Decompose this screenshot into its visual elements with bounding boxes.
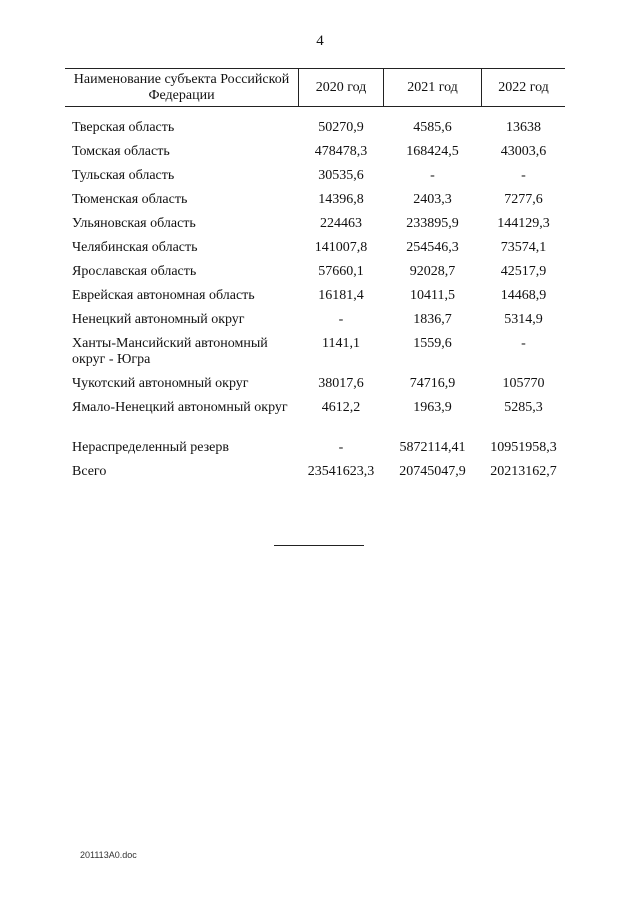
subject-name: Ямало-Ненецкий автономный округ	[72, 400, 288, 415]
table-row	[65, 120, 565, 144]
subject-name: Чукотский автономный округ	[72, 376, 249, 391]
subject-name: Еврейская автономная область	[72, 288, 255, 303]
table-row	[65, 376, 565, 400]
value-2021: 1963,9	[413, 400, 452, 415]
table-row	[65, 216, 565, 240]
value-2022: 5314,9	[504, 312, 543, 327]
value-2022: 42517,9	[500, 264, 547, 279]
end-of-table-rule	[274, 545, 364, 546]
page-number: 4	[316, 33, 324, 49]
value-2021: 168424,5	[406, 144, 459, 159]
subject-name: Тульская область	[72, 168, 175, 183]
subject-name: Тюменская область	[72, 192, 188, 207]
value-2020: 141007,8	[314, 240, 368, 255]
value-2021: 74716,9	[409, 376, 456, 391]
value-2021: 233895,9	[406, 216, 459, 231]
value-2021: 4585,6	[413, 120, 452, 135]
value-2020: 23541623,3	[307, 464, 375, 479]
value-2020: 1141,1	[322, 336, 360, 351]
table-row	[65, 312, 565, 336]
value-2020: 478478,3	[314, 144, 368, 159]
header-2020: 2020 год	[315, 79, 367, 95]
table-row	[65, 240, 565, 264]
table-row	[65, 168, 565, 192]
subject-name: Всего	[72, 464, 107, 479]
value-2022: 144129,3	[497, 216, 550, 231]
subject-name: Челябинская область	[72, 240, 198, 255]
value-2022: 20213162,7	[490, 464, 557, 479]
subject-name: Ненецкий автономный округ	[72, 312, 245, 327]
table-row	[65, 440, 565, 464]
header-2021: 2021 год	[407, 79, 458, 95]
value-2022: 43003,6	[500, 144, 547, 159]
table-row	[65, 192, 565, 216]
value-2021: 1559,6	[413, 336, 452, 351]
table-row-total	[65, 464, 565, 488]
value-2021: 2403,3	[413, 192, 452, 207]
value-2021: 5872114,41	[399, 440, 466, 455]
subject-name: Нераспределенный резерв	[72, 440, 229, 455]
value-2020: 30535,6	[318, 168, 364, 183]
value-2021: 1836,7	[413, 312, 452, 327]
appropriations-table	[65, 68, 565, 479]
value-2021: 92028,7	[409, 264, 456, 279]
table-row	[65, 400, 565, 440]
value-2020: 4612,2	[321, 400, 361, 415]
subject-name: Томская область	[72, 144, 170, 159]
subject-name: Ханты-Мансийский автономный округ - Югра	[72, 336, 268, 367]
value-2020: -	[338, 312, 344, 327]
header-2022: 2022 год	[498, 79, 549, 95]
value-2022: 13638	[506, 120, 541, 135]
value-2021: -	[430, 168, 435, 183]
document-code: 201113A0.doc	[80, 850, 137, 860]
value-2020: 38017,6	[318, 376, 364, 391]
table-row	[65, 336, 565, 376]
table-body	[65, 120, 565, 488]
value-2020: 16181,4	[318, 288, 364, 303]
table-row	[65, 144, 565, 168]
subject-name: Ульяновская область	[72, 216, 196, 231]
value-2022: -	[521, 168, 526, 183]
value-2022: 73574,1	[500, 240, 547, 255]
value-2020: 224463	[320, 216, 362, 231]
table-row	[65, 288, 565, 312]
subject-name: Ярославская область	[72, 264, 197, 279]
value-2022: -	[521, 336, 526, 351]
value-2022: 14468,9	[500, 288, 547, 303]
value-2020: 50270,9	[318, 120, 364, 135]
value-2022: 105770	[502, 376, 545, 391]
value-2020: 14396,8	[318, 192, 364, 207]
value-2021: 254546,3	[406, 240, 459, 255]
table-header	[65, 68, 565, 107]
value-2020: 57660,1	[318, 264, 364, 279]
table-row	[65, 264, 565, 288]
value-2021: 10411,5	[410, 288, 455, 303]
subject-name: Тверская область	[72, 120, 175, 135]
value-2022: 7277,6	[504, 192, 543, 207]
value-2020: -	[338, 440, 344, 455]
value-2022: 5285,3	[504, 400, 543, 415]
header-subject-name: Наименование субъекта Российской Федерации	[73, 71, 290, 103]
value-2021: 20745047,9	[399, 464, 466, 479]
value-2022: 10951958,3	[490, 440, 557, 455]
